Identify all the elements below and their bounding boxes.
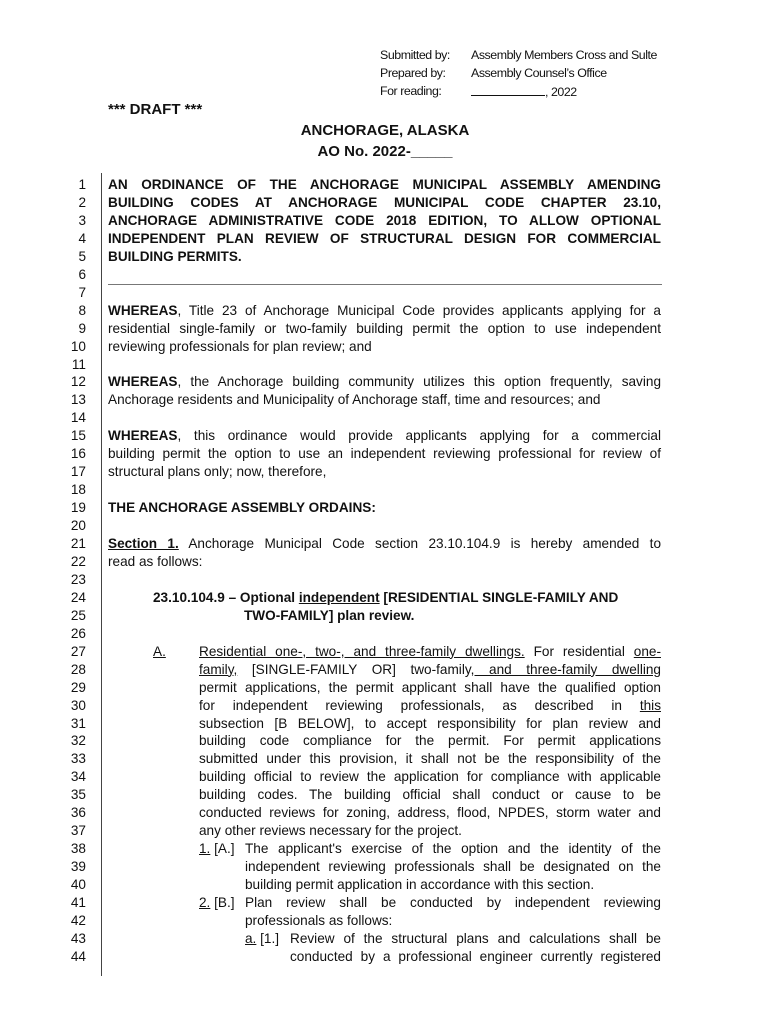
whereas-1-line: reviewing professionals for plan review; and xyxy=(108,338,372,354)
whereas-1-line: WHEREAS, Title 23 of Anchorage Municipal Code provides applicants applying for a xyxy=(108,302,661,318)
whereas-3-line: structural plans only; now, therefore, xyxy=(108,464,327,480)
line-number: 11 xyxy=(71,356,86,372)
line-number: 34 xyxy=(70,769,86,785)
line-number: 20 xyxy=(70,518,86,534)
line-number: 43 xyxy=(70,930,86,946)
line-number: 10 xyxy=(70,338,86,354)
line-number: 35 xyxy=(70,787,86,803)
line-number: 31 xyxy=(70,715,86,731)
line-number: 13 xyxy=(70,392,86,408)
subsection-a-line: submitted under this provision, it shall not be the responsibility of the xyxy=(199,751,661,767)
prepared-by-value: Assembly Counsel’s Office xyxy=(471,66,607,80)
line-number: 41 xyxy=(70,895,86,910)
line-number: 4 xyxy=(78,230,86,246)
line-number: 17 xyxy=(70,464,86,480)
line-number: 19 xyxy=(70,500,86,516)
line-number: 9 xyxy=(78,320,86,336)
line-number: 39 xyxy=(70,859,86,875)
ordinance-body xyxy=(108,302,661,966)
city-heading: ANCHORAGE, ALASKA xyxy=(300,122,470,139)
subsection-a-line: subsection [B BELOW], to accept responsibility for plan review and xyxy=(199,715,661,731)
whereas-2-line: WHEREAS, the Anchorage building community utilizes this option frequently, saving xyxy=(108,374,661,390)
line-number: 40 xyxy=(70,877,86,893)
subsection-a-line: building code compliance for the permit. For permit applications xyxy=(199,733,661,749)
subsection-a-label: A. xyxy=(153,643,166,659)
section-1-line: read as follows: xyxy=(108,553,203,569)
line-number: 24 xyxy=(70,589,86,605)
line-number: 44 xyxy=(70,948,86,964)
line-number: 16 xyxy=(70,446,86,462)
line-number: 32 xyxy=(70,733,86,749)
line-number: 2 xyxy=(78,194,86,210)
item-1: 1. [A.] The applicant's exercise of the option and the identity of the xyxy=(199,841,661,857)
line-number: 5 xyxy=(78,248,86,264)
section-1-label: Section 1. xyxy=(108,535,179,551)
line-number: 33 xyxy=(70,751,86,767)
title-line: ANCHORAGE ADMINISTRATIVE CODE 2018 EDITION, TO ALLOW OPTIONAL xyxy=(108,212,661,228)
title-divider xyxy=(108,284,662,285)
whereas-3-line: building permit the option to use an independent reviewing professional for review of xyxy=(108,446,661,462)
subsection-a: A. Residential one-, two-, and three-family dwellings. For residential one- xyxy=(153,643,661,659)
ordains-clause: THE ANCHORAGE ASSEMBLY ORDAINS: xyxy=(108,500,376,516)
reading-date-blank xyxy=(471,82,545,96)
title-line: INDEPENDENT PLAN REVIEW OF STRUCTURAL DESIGN FOR COMMERCIAL xyxy=(108,230,661,246)
item-2-line: professionals as follows: xyxy=(245,913,393,928)
whereas-1-line: residential single-family or two-family building permit the option to use independent xyxy=(108,320,661,336)
line-number: 8 xyxy=(78,302,86,318)
subsection-a-line: building codes. The building official shall conduct or cause to be xyxy=(199,787,661,803)
title-line: BUILDING CODES AT ANCHORAGE MUNICIPAL CODE CHAPTER 23.10, xyxy=(108,194,661,210)
line-number: 37 xyxy=(70,823,86,839)
line-number: 3 xyxy=(78,212,86,228)
for-reading-value: , 2022 xyxy=(471,82,577,101)
line-number: 21 xyxy=(70,536,86,551)
for-reading-label: For reading: xyxy=(380,84,442,98)
title-line: AN ORDINANCE OF THE ANCHORAGE MUNICIPAL ASSEMBLY AMENDING xyxy=(108,177,661,192)
ordinance-number: AO No. 2022-_____ xyxy=(317,143,453,160)
whereas-2-line: Anchorage residents and Municipality of Anchorage staff, time and resources; and xyxy=(108,392,601,408)
code-section-heading: TWO-FAMILY] plan review. xyxy=(244,607,415,623)
item-1-line: building permit application in accordance with this section. xyxy=(245,877,595,893)
draft-marker: *** DRAFT *** xyxy=(108,101,203,118)
subsection-a-line: for independent reviewing professionals, as described in this xyxy=(199,697,661,713)
line-number: 30 xyxy=(70,697,86,713)
line-number: 18 xyxy=(70,482,86,498)
subsection-a-line: conducted reviews for zoning, address, flood, NPDES, storm water and xyxy=(199,805,661,821)
whereas-3-line: WHEREAS, this ordinance would provide applicants applying for a commercial xyxy=(108,428,661,444)
line-number: 25 xyxy=(70,607,86,623)
code-section-heading: 23.10.104.9 – Optional independent [RESIDENTIAL SINGLE-FAMILY AND xyxy=(153,589,619,605)
line-number: 27 xyxy=(70,643,86,659)
line-number: 38 xyxy=(70,841,86,857)
line-number: 7 xyxy=(78,284,86,300)
margin-rule xyxy=(101,173,102,976)
line-number: 36 xyxy=(70,805,86,821)
line-number: 1 xyxy=(78,177,86,192)
subsection-a-line: any other reviews necessary for the project. xyxy=(199,823,462,839)
submitted-by-value: Assembly Members Cross and Sulte xyxy=(471,48,657,62)
line-number: 28 xyxy=(70,661,86,677)
item-a-line: conducted by a professional engineer currently registered xyxy=(290,948,661,964)
line-number: 22 xyxy=(70,553,86,569)
submitted-by-label: Submitted by: xyxy=(380,48,450,62)
line-number: 6 xyxy=(78,266,86,282)
section-1-line: Section 1. Anchorage Municipal Code section 23.10.104.9 is hereby amended to xyxy=(108,535,661,551)
line-number: 12 xyxy=(70,374,86,390)
subsection-a-line: permit applications, the permit applicant shall have the qualified option xyxy=(199,679,661,695)
ordinance-title xyxy=(108,176,661,266)
line-number: 26 xyxy=(70,625,86,641)
line-number: 42 xyxy=(70,912,86,928)
line-number: 15 xyxy=(70,428,86,444)
title-line: BUILDING PERMITS. xyxy=(108,248,242,264)
line-number: 23 xyxy=(70,571,86,587)
item-a: a. [1.] Review of the structural plans and calculations shall be xyxy=(245,930,661,946)
subsection-a-line: family, [SINGLE-FAMILY OR] two-family, and three-family dwelling xyxy=(199,661,661,677)
subsection-a-line: building official to review the application for compliance with applicable xyxy=(199,769,661,785)
line-number: 29 xyxy=(70,679,86,695)
item-1-line: independent reviewing professionals shall be designated on the xyxy=(245,859,661,875)
line-number: 14 xyxy=(70,410,86,426)
prepared-by-label: Prepared by: xyxy=(380,66,446,80)
item-2: 2. [B.] Plan review shall be conducted by independent reviewing xyxy=(199,895,661,911)
